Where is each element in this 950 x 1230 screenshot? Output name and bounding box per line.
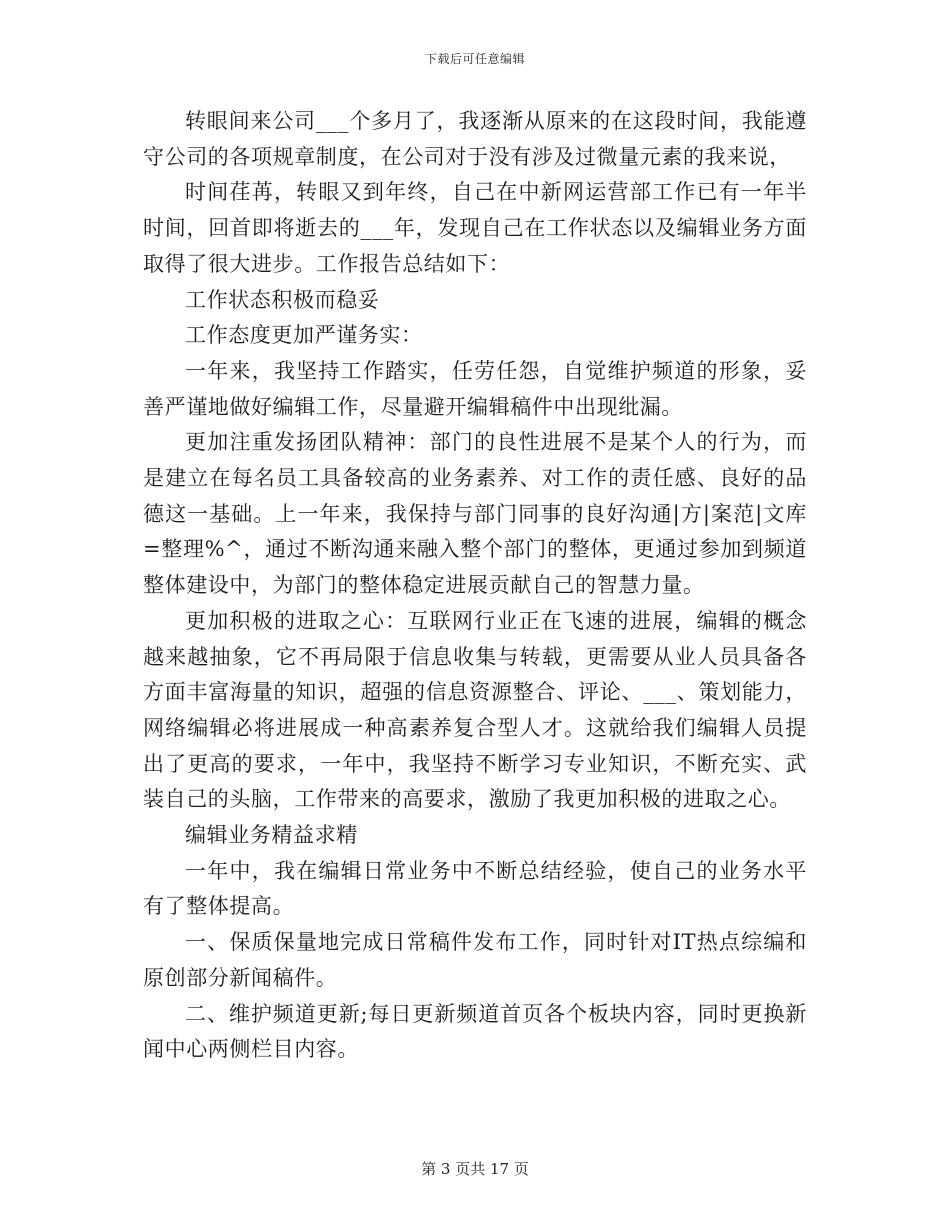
page-number: 第 3 页共 17 页: [421, 1160, 529, 1178]
page-header: 下载后可任意编辑: [424, 52, 525, 66]
paragraph: 更加注重发扬团队精神：部门的良性进展不是某个人的行为，而是建立在每名员工具备较高的业务素养、对工作的责任感、良好的品德这一基础。上一年来，我保持与部门同事的良好沟通|方|案范|文库=整理%^，通过不断沟通来融入整个部门的整体，更通过参加到频道整体建设中，为部门的整体稳定进展贡献自己的智慧力量。: [143, 430, 807, 598]
section-heading: 编辑业务精益求精: [185, 823, 358, 848]
paragraph: 一年来，我坚持工作踏实，任劳任怨，自觉维护频道的形象，妥善严谨地做好编辑工作，尽量避开编辑稿件中出现纰漏。: [143, 358, 807, 419]
paragraph: 时间荏苒，转眼又到年终，自己在中新网运营部工作已有一年半时间，回首即将逝去的___年，发现自己在工作状态以及编辑业务方面取得了很大进步。工作报告总结如下：: [143, 180, 807, 276]
subsection-heading: 工作态度更加严谨务实：: [185, 323, 423, 348]
paragraph: 一、保质保量地完成日常稿件发布工作，同时针对IT热点综编和原创部分新闻稿件。: [143, 930, 807, 990]
paragraph: 一年中，我在编辑日常业务中不断总结经验，使自己的业务水平有了整体提高。: [143, 858, 807, 919]
document-body: [143, 104, 807, 1068]
paragraph: 二、维护频道更新;每日更新频道首页各个板块内容，同时更换新闻中心两侧栏目内容。: [143, 1001, 807, 1062]
paragraph: 转眼间来公司___个多月了，我逐渐从原来的在这段时间，我能遵守公司的各项规章制度，在公司对于没有涉及过微量元素的我来说，: [143, 109, 807, 169]
paragraph: 更加积极的进取之心：互联网行业正在飞速的进展，编辑的概念越来越抽象，它不再局限于信息收集与转载，更需要从业人员具备各方面丰富海量的知识，超强的信息资源整合、评论、___、策划能力，网络编辑必将进展成一种高素养复合型人才。这就给我们编辑人员提出了更高的要求，一年中，我坚持不断学习专业知识，不断充实、武装自己的头脑，工作带来的高要求，激励了我更加积极的进取之心。: [143, 608, 807, 812]
section-heading: 工作状态积极而稳妥: [185, 287, 380, 312]
